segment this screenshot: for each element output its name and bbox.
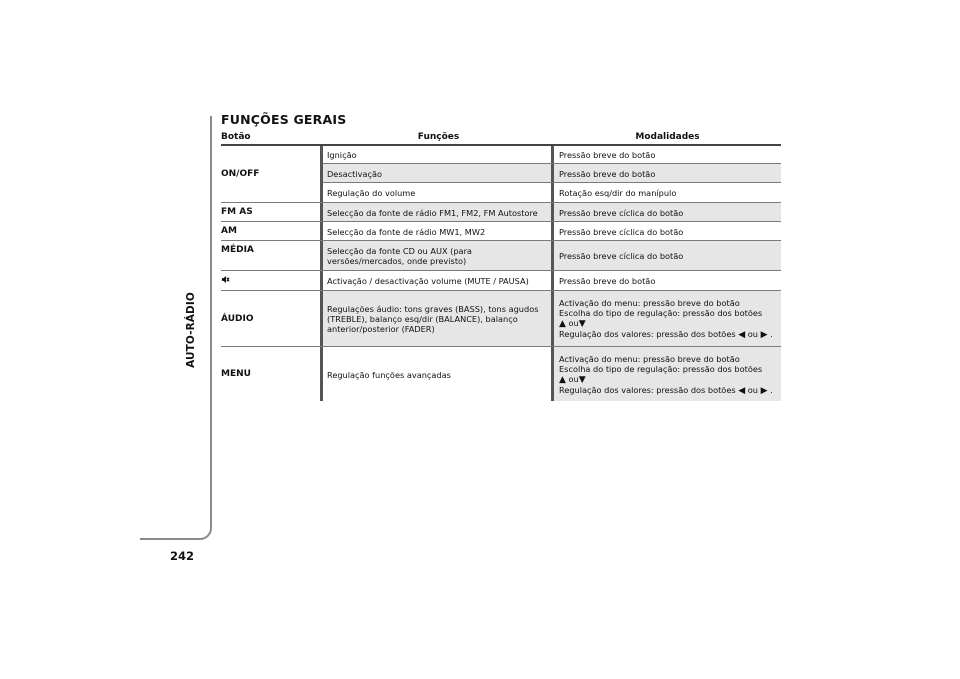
or-text: ou — [568, 318, 579, 328]
function-cell: Selecção da fonte de rádio FM1, FM2, FM Autostore — [323, 203, 554, 221]
mode-cell — [554, 291, 781, 346]
left-arrow-icon: ◀ — [738, 385, 746, 396]
button-label-mute — [221, 271, 323, 290]
button-label-fm-as: FM AS — [221, 203, 323, 221]
header-modalidades: Modalidades — [635, 132, 700, 142]
page-border — [140, 116, 212, 540]
function-cell: Selecção da fonte CD ou AUX (para versões/mercados, onde previsto) — [323, 241, 554, 270]
side-chapter-title: AUTO-RÁDIO — [185, 292, 197, 368]
right-arrow-icon: ▶ — [760, 330, 768, 340]
mode-cell: Pressão breve do botão — [559, 276, 656, 286]
table-row — [323, 271, 781, 290]
mode-line: Regulação dos valores: pressão dos botões ◀ ou ▶ . — [559, 384, 773, 396]
mode-line: Activação do menu: pressão breve do botão — [559, 298, 740, 308]
function-cell: Regulação funções avançadas — [323, 347, 554, 401]
group-am — [221, 222, 781, 241]
group-mute — [221, 271, 781, 291]
table-row — [323, 146, 781, 164]
down-arrow-icon: ▼ — [578, 374, 586, 385]
functions-table — [221, 128, 781, 401]
table-row — [323, 222, 781, 240]
table-row — [323, 347, 781, 401]
button-label-audio: ÁUDIO — [221, 291, 323, 346]
function-cell: Selecção da fonte de rádio MW1, MW2 — [323, 222, 554, 240]
or-text: ou — [747, 329, 758, 339]
button-label-media: MÉDIA — [221, 241, 323, 270]
mode-cell: Pressão breve do botão — [559, 168, 656, 179]
button-label-am: AM — [221, 222, 323, 240]
header-botao: Botão — [221, 132, 251, 142]
mode-cell — [554, 347, 781, 401]
function-cell: Desactivação — [323, 164, 554, 182]
table-row — [323, 183, 781, 202]
left-arrow-icon: ◀ — [738, 330, 746, 340]
mode-line: Escolha do tipo de regulação: pressão dos botões — [559, 308, 763, 318]
or-text: ou — [747, 384, 758, 395]
mode-cell: Pressão breve cíclica do botão — [559, 226, 684, 237]
function-cell: Regulações áudio: tons graves (BASS), tons agudos (TREBLE), balanço esq/dir (BALANCE), balanço anterior/posterior (FADER) — [323, 291, 554, 346]
mode-line: Regulação dos valores: pressão dos botões ◀ ou ▶ . — [559, 329, 773, 340]
group-audio — [221, 291, 781, 347]
up-arrow-icon: ▲ — [559, 374, 566, 385]
mode-line: Activação do menu: pressão breve do botão — [559, 353, 740, 364]
mode-text: Regulação dos valores: pressão dos botões — [559, 384, 736, 395]
mode-cell: Pressão breve cíclica do botão — [559, 207, 684, 218]
mode-cell: Pressão breve do botão — [559, 150, 656, 160]
function-cell: Ignição — [323, 146, 554, 163]
function-cell: Activação / desactivação volume (MUTE / PAUSA) — [323, 271, 554, 290]
header-funcoes: Funções — [417, 132, 460, 142]
group-media — [221, 241, 781, 271]
button-label-on-off: ON/OFF — [221, 146, 323, 202]
table-row — [323, 164, 781, 183]
right-arrow-icon: ▶ — [760, 385, 768, 396]
table-row — [323, 291, 781, 346]
button-label-menu: MENU — [221, 347, 323, 401]
mode-line — [559, 318, 776, 329]
mute-icon — [221, 275, 230, 287]
table-row — [323, 203, 781, 221]
function-cell: Regulação do volume — [323, 183, 554, 202]
page-number: 242 — [170, 549, 195, 563]
or-text: ou — [568, 373, 579, 384]
mode-text: Regulação dos valores: pressão dos botões — [559, 329, 736, 339]
down-arrow-icon: ▼ — [578, 319, 586, 329]
group-on-off — [221, 146, 781, 203]
table-header — [221, 128, 781, 146]
mode-cell: Pressão breve cíclica do botão — [559, 251, 684, 261]
mode-line — [559, 374, 776, 385]
mode-line: Escolha do tipo de regulação: pressão dos botões — [559, 363, 763, 374]
group-menu — [221, 347, 781, 401]
mode-cell: Rotação esq/dir do manípulo — [559, 188, 677, 198]
up-arrow-icon: ▲ — [559, 319, 566, 329]
table-row — [323, 241, 781, 270]
group-fm-as — [221, 203, 781, 222]
section-title: FUNÇÕES GERAIS — [221, 112, 347, 127]
